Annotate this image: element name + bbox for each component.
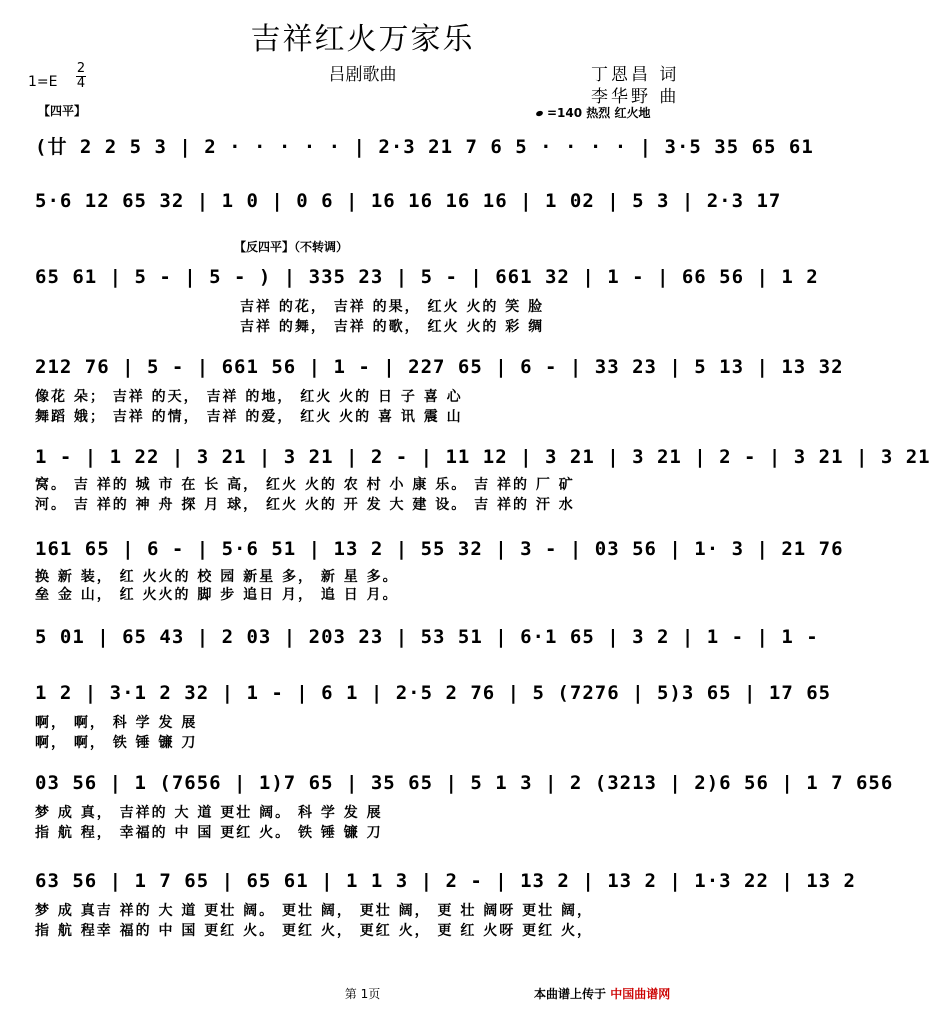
lyric-line: 啊， 啊， 科 学 发 展: [35, 715, 198, 731]
lyricist-credit: 丁恩昌 词: [591, 65, 680, 85]
tempo-marking: [536, 104, 650, 121]
source-credit: 本曲谱上传于 中国曲谱网: [534, 987, 671, 1001]
notation-line-6: 161 65 | 6 - | 5·6 51 | 13 2 | 55 32 | 3 - | 03 56 | 1· 3 | 21 76: [35, 538, 844, 560]
notation-line-4: 212 76 | 5 - | 661 56 | 1 - | 227 65 | 6 - | 33 23 | 5 13 | 13 32: [35, 356, 844, 378]
section-mark-intro: 【四平】: [38, 104, 87, 118]
lyric-line: 指 航 程幸 福的 中 国 更红 火。 更红 火， 更红 火， 更 红 火呀 更红 火，: [35, 923, 593, 939]
time-signature: [76, 62, 86, 91]
song-subtitle: 吕剧歌曲: [328, 65, 397, 85]
tempo-value: =140: [547, 106, 583, 120]
composer-credit: 李华野 曲: [591, 87, 680, 107]
lyric-line: 吉祥 的花， 吉祥 的果， 红火 火的 笑 脸: [240, 299, 545, 315]
lyric-line: 像花 朵； 吉祥 的天， 吉祥 的地， 红火 火的 日 子 喜 心: [35, 389, 463, 405]
lyric-line: 啊， 啊， 铁 锤 镰 刀: [35, 735, 198, 751]
page-number: 第 1页: [344, 987, 381, 1001]
notation-line-10: 63 56 | 1 7 65 | 65 61 | 1 1 3 | 2 - | 13 2 | 13 2 | 1·3 22 | 13 2: [35, 870, 856, 892]
site-logo[interactable]: 中国曲谱网: [610, 987, 671, 1001]
lyric-line: 指 航 程， 幸福的 中 国 更红 火。 铁 锤 镰 刀: [35, 825, 383, 841]
lyric-line: 垒 金 山， 红 火火的 脚 步 追日 月， 追 日 月。: [35, 587, 399, 603]
lyric-line: 梦 成 真， 吉祥的 大 道 更壮 阔。 科 学 发 展: [35, 805, 383, 821]
notation-line-5: 1 - | 1 22 | 3 21 | 3 21 | 2 - | 11 12 | 3 21 | 3 21 | 2 - | 3 21 | 3 21: [35, 446, 931, 468]
lyric-line: 舞蹈 娥； 吉祥 的情， 吉祥 的爱， 红火 火的 喜 讯 震 山: [35, 409, 463, 425]
lyric-line: 吉祥 的舞， 吉祥 的歌， 红火 火的 彩 绸: [240, 319, 545, 335]
section-mark-verse: 【反四平】（不转调）: [234, 240, 349, 254]
notation-line-9: 03 56 | 1 (7656 | 1)7 65 | 35 65 | 5 1 3 | 2 (3213 | 2)6 56 | 1 7 656: [35, 772, 894, 794]
quarter-note-icon: [535, 110, 543, 117]
notation-line-8: 1 2 | 3·1 2 32 | 1 - | 6 1 | 2·5 2 76 | 5 (7276 | 5)3 65 | 17 65: [35, 682, 832, 704]
time-signature-bottom: 4: [76, 76, 86, 91]
lyric-line: 窝。 吉 祥的 城 市 在 长 高， 红火 火的 农 村 小 康 乐。 吉 祥的 厂 矿: [35, 477, 575, 493]
notation-line-1: (廿 2 2 5 3 | 2 · · · · · | 2·3 21 7 6 5 · · · · | 3·5 35 65 61: [35, 136, 814, 158]
time-signature-top: 2: [76, 61, 86, 76]
key-signature: 1=E: [28, 74, 58, 90]
lyric-line: 梦 成 真吉 祥的 大 道 更壮 阔。 更壮 阔， 更壮 阔， 更 壮 阔呀 更壮 阔，: [35, 903, 593, 919]
lyric-line: 河。 吉 祥的 神 舟 探 月 球， 红火 火的 开 发 大 建 设。 吉 祥的 汗 水: [35, 497, 575, 513]
notation-line-3: 65 61 | 5 - | 5 - ) | 335 23 | 5 - | 661 32 | 1 - | 66 56 | 1 2: [35, 266, 819, 288]
notation-line-2: 5·6 12 65 32 | 1 0 | 0 6 | 16 16 16 16 | 1 02 | 5 3 | 2·3 17: [35, 190, 782, 212]
song-title: 吉祥红火万家乐: [250, 22, 475, 57]
tempo-expression: 热烈 红火地: [586, 106, 651, 120]
notation-line-7: 5 01 | 65 43 | 2 03 | 203 23 | 53 51 | 6·1 65 | 3 2 | 1 - | 1 -: [35, 626, 819, 648]
lyric-line: 换 新 装， 红 火火的 校 园 新星 多， 新 星 多。: [35, 569, 399, 585]
